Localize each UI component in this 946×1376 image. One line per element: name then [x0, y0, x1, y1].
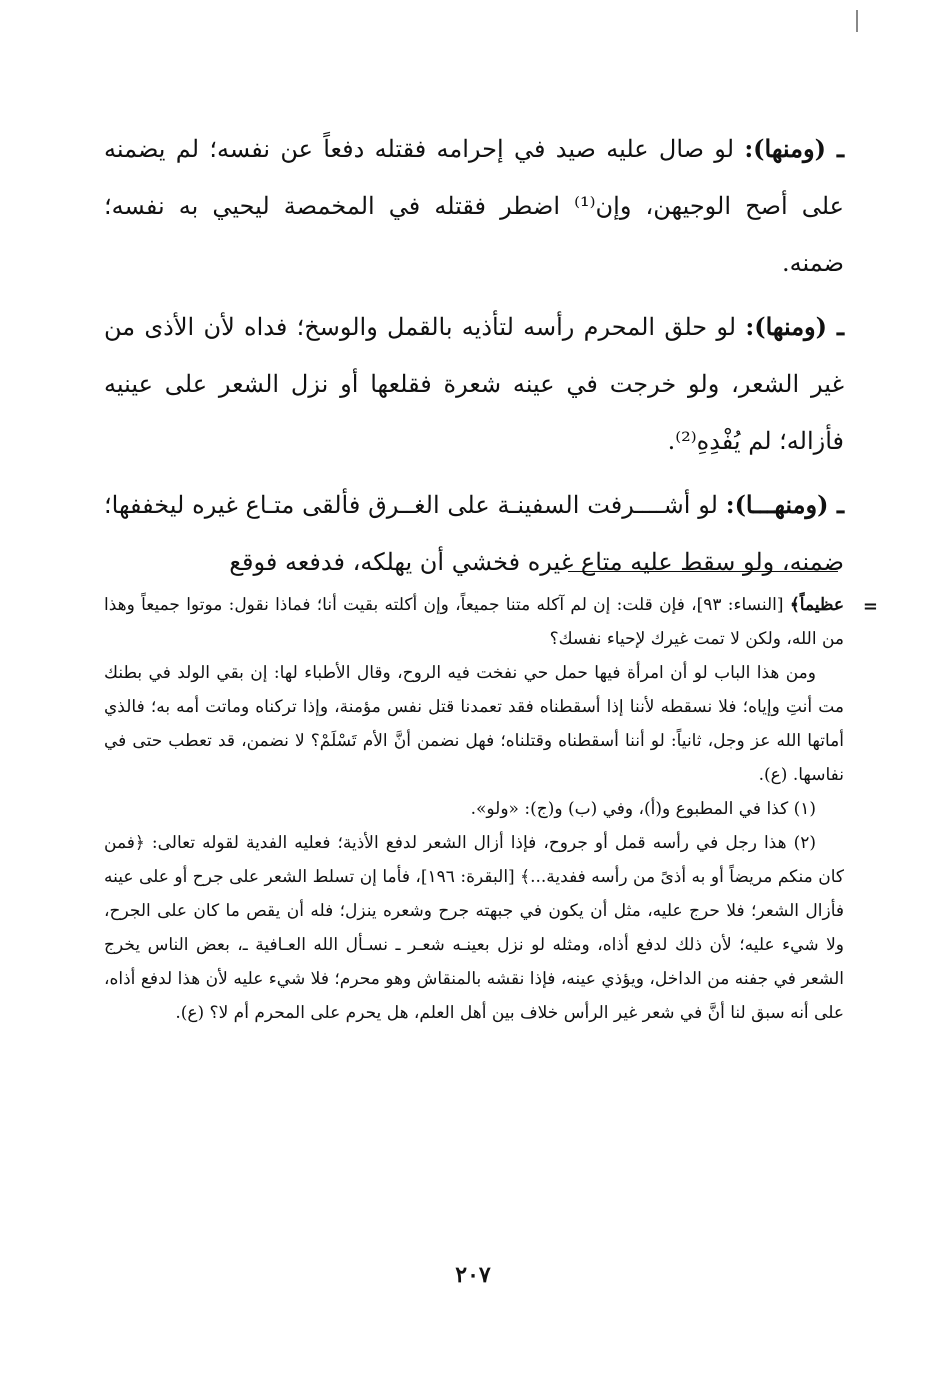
footnote-1 — [104, 792, 844, 826]
paragraph-3-lead: ـ (ومنهـــا): — [725, 490, 844, 519]
footnote-separator — [568, 571, 838, 572]
footnotes — [104, 588, 844, 1030]
footnote-continued-2-text: ومن هذا الباب لو أن امرأة فيها حمل حي نفخت فيه الروح، وقال الأطباء لها: إن بقي الولد في بطنك مت أنتِ وإياه؛ فلا نسقطه لأننا إذا أسقطناه فقد تعمدنا قتل نفس مؤمنة، وإذا تركناه وماتت أمه به؛ فالذي أماتها الله عز وجل، ثانياً: لو أننا أسقطناه وقتلناه؛ فهل نضمن أنَّ الأم تَسْلَمْ؟ لا نضمن، قد تعطب حتى في نفاسها. (ع). — [104, 663, 844, 785]
footnote-continued — [104, 588, 844, 656]
footnote-2-text: (٢) هذا رجل في رأسه قمل أو جروح، فإذا أزال الشعر لدفع الأذية؛ فعليه الفدية لقوله تعالى: ﴿فمن كان منكم مريضاً أو به أذىً من رأسه ففدية...﴾ [البقرة: ١٩٦]، فأما إن تسلط الشعر على جرح أو على عينه فأزال الشعر؛ فلا حرج عليه، مثل أن يكون في جبهته جرح وشعره ينزل؛ فله أن يقص ما كان على الجرح، ولا شيء عليه؛ لأن ذلك لدفع أذاه، ومثله لو نزل بعينـه شعـر ـ نسـأل الله العـافية ـ، بعض الناس يخرج الشعر في جفنه من الداخل، ويؤذي عينه، فإذا نقشه بالمنقاش وهو محرم؛ فلا شيء عليه لأن هذا لدفع أذاه، على أنه سبق لنا أنَّ في شعر غير الرأس خلاف بين أهل العلم، هل يحرم على المحرم أم لا؟ (ع). — [104, 833, 844, 1023]
paragraph-1 — [104, 120, 844, 292]
paragraph-2-lead: ـ (ومنها): — [745, 312, 845, 341]
paragraph-2-text: لو حلق المحرم رأسه لتأذيه بالقمل والوسخ؛ فداه لأن الأذى من غير الشعر، ولو خرجت في عينه شعرة فقلعها أو نزل الشعر على عينيه فأزاله؛ لم يُفْدِهِ⁽²⁾. — [104, 313, 844, 455]
footnote-continued-text: [النساء: ٩٣]، فإن قلت: إن لم آكله متنا جميعاً، وإن أكلته بقيت أنا؛ فماذا نقول: موتوا جميعاً وهذا من الله، ولكن لا تمت غيرك لإحياء نفسك؟ — [104, 595, 844, 649]
footnote-continued-2 — [104, 656, 844, 792]
paragraph-1-lead: ـ (ومنها): — [744, 134, 844, 163]
footnote-continuation-mark: = — [862, 596, 878, 617]
margin-mark — [856, 10, 858, 32]
paragraph-1-text: لو صال عليه صيد في إحرامه فقتله دفعاً عن نفسه؛ لم يضمنه على أصح الوجيهن، وإن⁽¹⁾ اضطر فقتله في المخمصة ليحيي به نفسه؛ ضمنه. — [104, 135, 844, 277]
footnote-2 — [104, 826, 844, 1030]
footnote-1-text: (١) كذا في المطبوع و(أ)، وفي (ب) و(ج): «ولو». — [470, 799, 816, 819]
paragraph-3-text: لو أشــــرفت السفينـة على الغــرق فألقى متـاع غيره ليخففها؛ ضمنه، ولو سقط عليه متاع غيره فخشي أن يهلكه، فدفعه فوقع — [104, 491, 844, 576]
main-text — [104, 120, 844, 597]
paragraph-3 — [104, 476, 844, 591]
footnote-continued-lead: عظيماً﴾ — [789, 595, 844, 615]
page-number: ٢٠٧ — [455, 1262, 491, 1288]
paragraph-2 — [104, 298, 844, 470]
